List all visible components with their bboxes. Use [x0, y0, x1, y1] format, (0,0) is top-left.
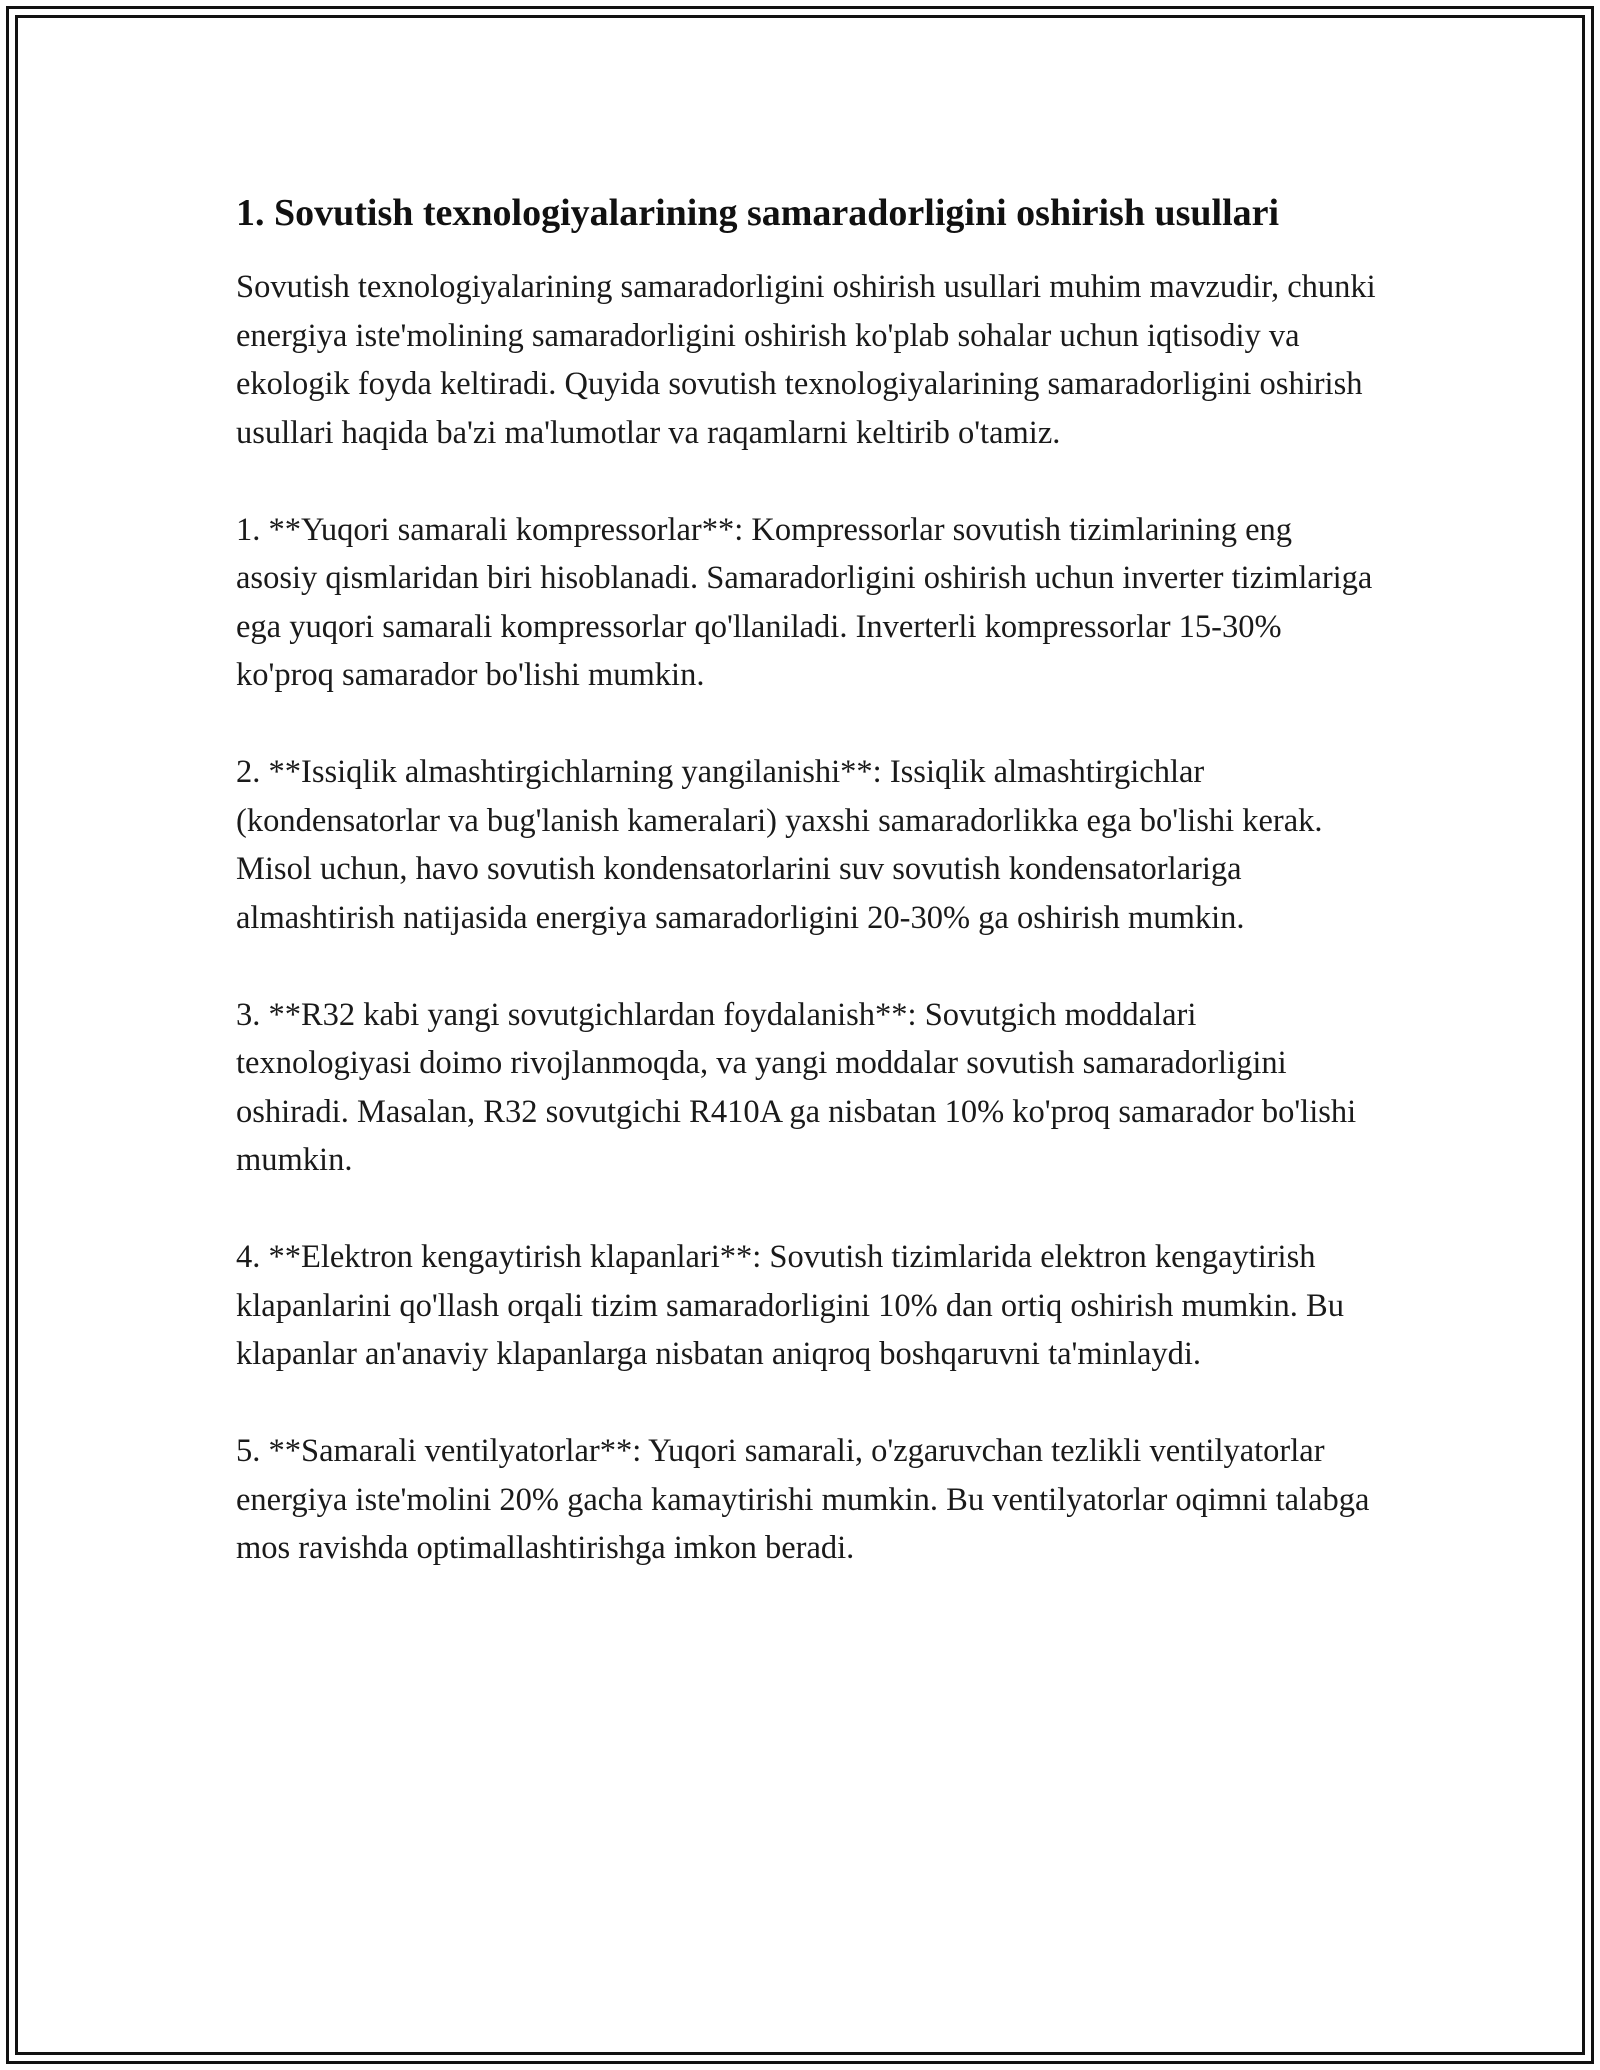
document-title: 1. Sovutish texnologiyalarining samaradorligini oshirish usullari	[236, 192, 1280, 234]
list-item-compressors: 1. **Yuqori samarali kompressorlar**: Kompressorlar sovutish tizimlarining eng asosiy qismlaridan biri hisoblanadi. Samaradorligini oshirish uchun inverter tizimlariga ega yuqori samarali kompressorlar qo'llaniladi. Inverterli kompressorlar 15-30% ko'proq samarador bo'lishi mumkin.	[236, 511, 1373, 693]
list-item-expansion-valves: 4. **Elektron kengaytirish klapanlari**: Sovutish tizimlarida elektron kengaytirish klapanlarini qo'llash orqali tizim samaradorligini 10% dan ortiq oshirish mumkin. Bu klapanlar an'anaviy klapanlarga nisbatan aniqroq boshqaruvni ta'minlaydi.	[236, 1239, 1344, 1372]
intro-paragraph: Sovutish texnologiyalarining samaradorligini oshirish usullari muhim mavzudir, chunki energiya iste'molining samaradorligini oshirish ko'plab sohalar uchun iqtisodiy va ekologik foyda keltiradi. Quyida sovutish texnologiyalarining samaradorligini oshirish usullari haqida ba'zi ma'lumotlar va raqamlarni keltirib o'tamiz.	[236, 269, 1376, 451]
list-item-refrigerants: 3. **R32 kabi yangi sovutgichlardan foydalanish**: Sovutgich moddalari texnologiyasi doimo rivojlanmoqda, va yangi moddalar sovutish samaradorligini oshiradi. Masalan, R32 sovutgichi R410A ga nisbatan 10% ko'proq samarador bo'lishi mumkin.	[236, 996, 1357, 1178]
document-body	[236, 186, 1376, 1573]
list-item-heat-exchangers: 2. **Issiqlik almashtirgichlarning yangilanishi**: Issiqlik almashtirgichlar (kondensatorlar va bug'lanish kameralari) yaxshi samaradorlikka ega bo'lishi kerak. Misol uchun, havo sovutish kondensatorlarini suv sovutish kondensatorlariga almashtirish natijasida energiya samaradorligini 20-30% ga oshirish mumkin.	[236, 754, 1323, 936]
list-item-fans: 5. **Samarali ventilyatorlar**: Yuqori samarali, o'zgaruvchan tezlikli ventilyatorlar energiya iste'molini 20% gacha kamaytirishi mumkin. Bu ventilyatorlar oqimni talabga mos ravishda optimallashtirishga imkon beradi.	[236, 1433, 1370, 1566]
